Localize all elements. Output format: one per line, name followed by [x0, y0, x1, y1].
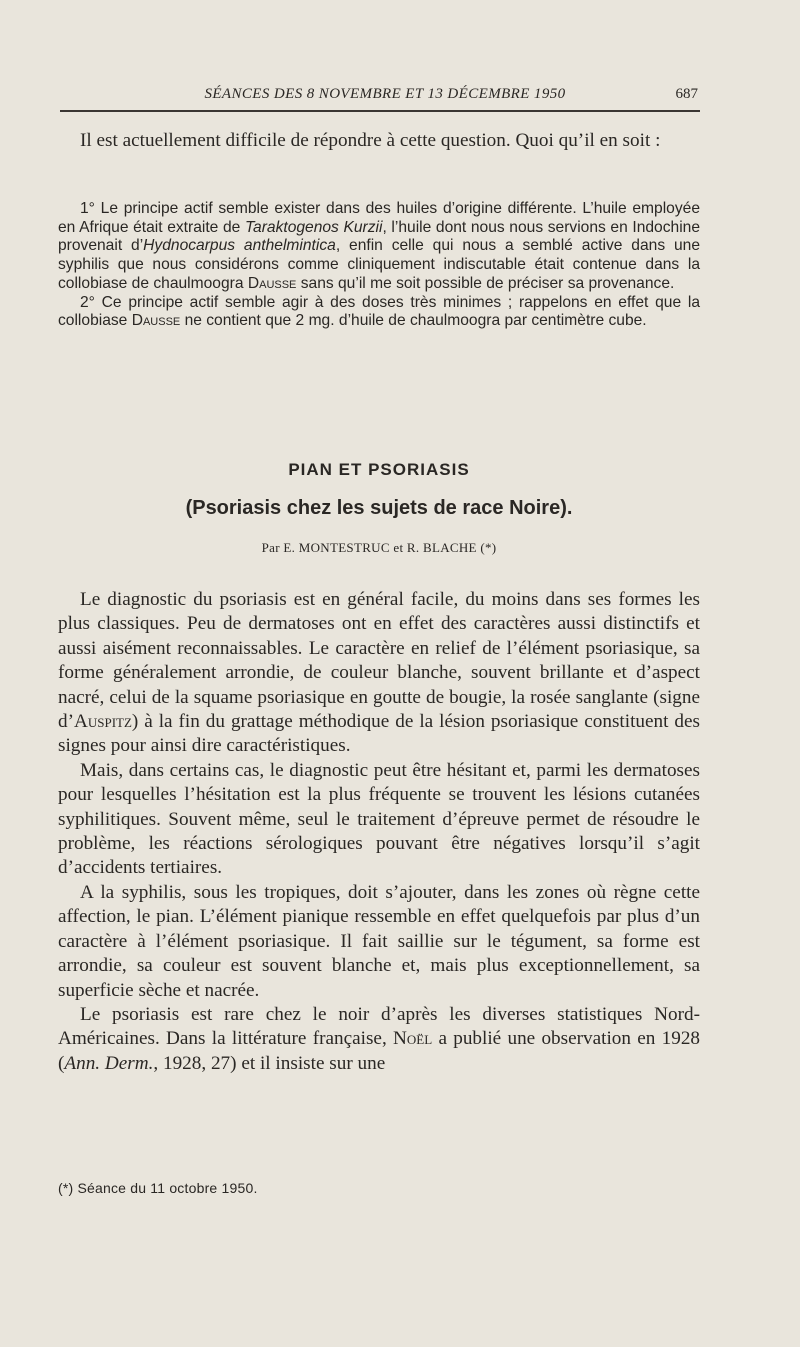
- point-2-text-2: ne contient que 2 mg. d’huile de chaulmoogra par centimètre cube.: [180, 312, 647, 330]
- body-p4-text-a: Le psoriasis est rare chez le noir d’après les diverses statistiques Nord-Américaines. Dans la littérature française,: [58, 1003, 700, 1050]
- article-byline: Par E. MONTESTRUC et R. BLACHE (*): [261, 540, 497, 555]
- header-rule: [60, 110, 700, 112]
- body-p1-text-b: ) à la fin du grattage méthodique de la lésion psoriasique constituent des signes pour ainsi dire caractéristiques.: [58, 711, 700, 757]
- article-title: PIAN ET PSORIASIS: [288, 460, 470, 479]
- body-paragraph-1: [58, 588, 700, 759]
- body-p4-text-b: a publié une observation en 1928 (: [58, 1028, 701, 1074]
- running-title: SÉANCES DES 8 NOVEMBRE ET 13 DÉCEMBRE 1950: [204, 86, 566, 102]
- article-body: [58, 588, 700, 1076]
- point-1-text-4: sans qu’il me soit possible de préciser sa provenance.: [296, 274, 675, 292]
- body-p1-smallcaps: Auspitz: [73, 711, 132, 733]
- point-2-text-1: 2° Ce principe actif semble agir à des doses très minimes ; rappelons en effet que la collobiase: [58, 293, 700, 330]
- point-1-text-1: 1° Le principe actif semble exister dans des huiles d’origine différente. L’huile employée en Afrique était extraite de: [58, 200, 700, 236]
- numbered-points: [58, 200, 700, 331]
- point-1: [58, 200, 700, 294]
- body-paragraph-3: A la syphilis, sous les tropiques, doit s’ajouter, dans les zones où règne cette affection, le pian. L’élément pianique ressemble en effet quelquefois par plus d’un caractère à l’élément psoriasique. Il fait saillie sur le tégument, sa forme est arrondie, sa couleur est souvent blanche et, mais plus exceptionnellement, sa superficie sèche et nacrée.: [58, 881, 700, 1001]
- lead-paragraph-text: Il est actuellement difficile de répondre à cette question. Quoi qu’il en soit :: [80, 130, 661, 151]
- lead-paragraph: [58, 128, 700, 153]
- point-1-italic-1: Taraktogenos Kurzii: [244, 218, 383, 236]
- point-1-text-3: , enfin celle qui nous a semblé active dans une syphilis que nous considérons comme cliniquement indiscutable était contenue dans la collobiase de chaulmoogra: [58, 237, 701, 292]
- footnote: (*) Séance du 11 octobre 1950.: [58, 1180, 258, 1196]
- point-1-smallcaps: Dausse: [247, 274, 297, 292]
- point-2-smallcaps: Dausse: [131, 312, 181, 330]
- body-p4-smallcaps: Noël: [393, 1028, 433, 1050]
- body-paragraph-4: [58, 1003, 700, 1076]
- body-p4-italic: Ann. Derm.: [64, 1052, 154, 1074]
- body-p4-text-c: , 1928, 27) et il insiste sur une: [153, 1052, 386, 1074]
- point-2: [58, 294, 700, 331]
- running-head: [60, 86, 700, 112]
- article-subtitle: (Psoriasis chez les sujets de race Noire).: [185, 497, 573, 519]
- body-p1-text-a: Le diagnostic du psoriasis est en général facile, du moins dans ses formes les plus classiques. Peu de dermatoses ont en effet des caractères aussi distinctifs et aussi aisément reconnaissables. Le caractère en relief de l’élément psoriasique, sa forme généralement arrondie, de couleur blanche, souvent brillante et d’aspect nacré, celui de la squame psoriasique en goutte de bougie, la rosée sanglante (signe d’: [58, 589, 700, 733]
- body-paragraph-2: Mais, dans certains cas, le diagnostic peut être hésitant et, parmi les dermatoses pour lesquelles l’hésitation est la plus fréquente se trouvent les lésions cutanées syphilitiques. Souvent même, seul le traitement d’épreuve permet de résoudre le problème, les réactions sérologiques pouvant être négatives lorsqu’il s’agit d’accidents tertiaires.: [58, 759, 700, 879]
- point-1-italic-2: Hydnocarpus anthelmintica: [143, 237, 336, 255]
- point-1-text-2: , l’huile dont nous nous servions en Indochine provenait d’: [58, 218, 700, 255]
- page-number: 687: [675, 86, 698, 102]
